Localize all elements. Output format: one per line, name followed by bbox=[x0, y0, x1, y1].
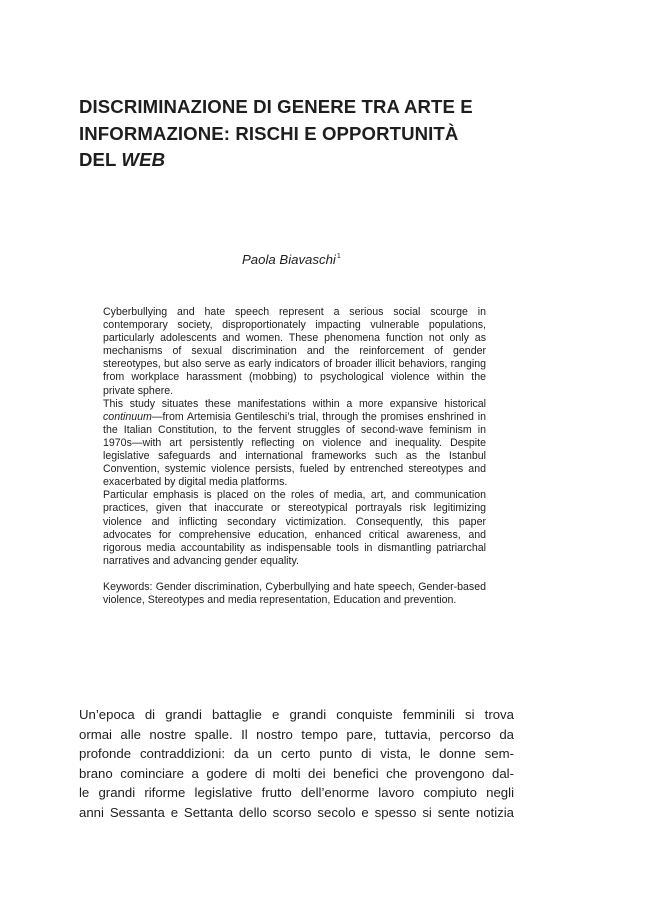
abstract-paragraph-1: Cyberbullying and hate speech represent a serious social scourge in contemporary society, disproportionately impacting vulnerable populations, particularly adolescents and women. These phenomena function not only as mechanisms of sexual discrimination and the reinforcement of gender stereotypes, but also serve as early indicators of broader illicit behaviors, ranging from workplace harassment (mobbing) to psychological violence within the private sphere. bbox=[103, 306, 486, 397]
abstract-p2-after: —from Artemisia Gentileschi’s trial, through the promises enshrined in the Italian Constitution, to the fervent struggles of second-wave feminism in 1970s—with art persistently reflecting on violence and inequality. Despite legislative safeguards and international frameworks such as the Istanbul Convention, systemic violence persists, fueled by entrenched stereotypes and exacerbated by digital media platforms. bbox=[103, 410, 486, 489]
abstract-p2-before: This study situates these manifestations within a more expansive historical bbox=[103, 397, 486, 410]
body-line: anni Sessanta e Settanta dello scorso secolo e spesso si sente notizia bbox=[79, 804, 514, 820]
body-paragraph bbox=[79, 705, 514, 822]
title-line-3-prefix: DEL bbox=[79, 149, 122, 170]
body-line: le grandi riforme legislative frutto dell’enorme lavoro compiuto negli bbox=[79, 785, 514, 800]
body-line: profonde contraddizioni: da un certo punto di vista, le donne sem- bbox=[79, 746, 514, 761]
article-title bbox=[79, 94, 559, 174]
author-footnote-marker[interactable]: 1 bbox=[336, 253, 341, 260]
title-web-emphasis: WEB bbox=[121, 149, 166, 170]
abstract-paragraph-2 bbox=[103, 398, 486, 490]
title-line-2: INFORMAZIONE: RISCHI E OPPORTUNITÀ bbox=[79, 122, 459, 144]
body-line: Un’epoca di grandi battaglie e grandi conquiste femminili si trova bbox=[79, 707, 514, 722]
author-name-text: Paola Biavaschi bbox=[242, 252, 336, 267]
body-line: brano cominciare a godere di molti dei benefici che provengono dal- bbox=[79, 765, 514, 781]
abstract-p2-continuum: continuum bbox=[103, 410, 152, 423]
title-line-1: DISCRIMINAZIONE DI GENERE TRA ARTE E bbox=[79, 96, 473, 117]
abstract-paragraph-3: Particular emphasis is placed on the roles of media, art, and communication practices, given that inaccurate or stereotypical portrayals risk legitimizing violence and inflicting secondary victimization. Consequently, this paper advocates for comprehensive education, enhanced critical awareness, and rigorous media accountability as indispensable tools in dismantling patriarchal narratives and advancing gender equality. bbox=[103, 489, 486, 567]
abstract bbox=[103, 306, 486, 607]
author-name bbox=[242, 248, 341, 269]
body-line: ormai alle nostre spalle. Il nostro tempo pare, tuttavia, percorso da bbox=[79, 726, 514, 742]
title-line-3 bbox=[79, 147, 559, 174]
abstract-keywords: Keywords: Gender discrimination, Cyberbullying and hate speech, Gender-based violence, Stereotypes and media representation, Education and prevention. bbox=[103, 580, 486, 606]
